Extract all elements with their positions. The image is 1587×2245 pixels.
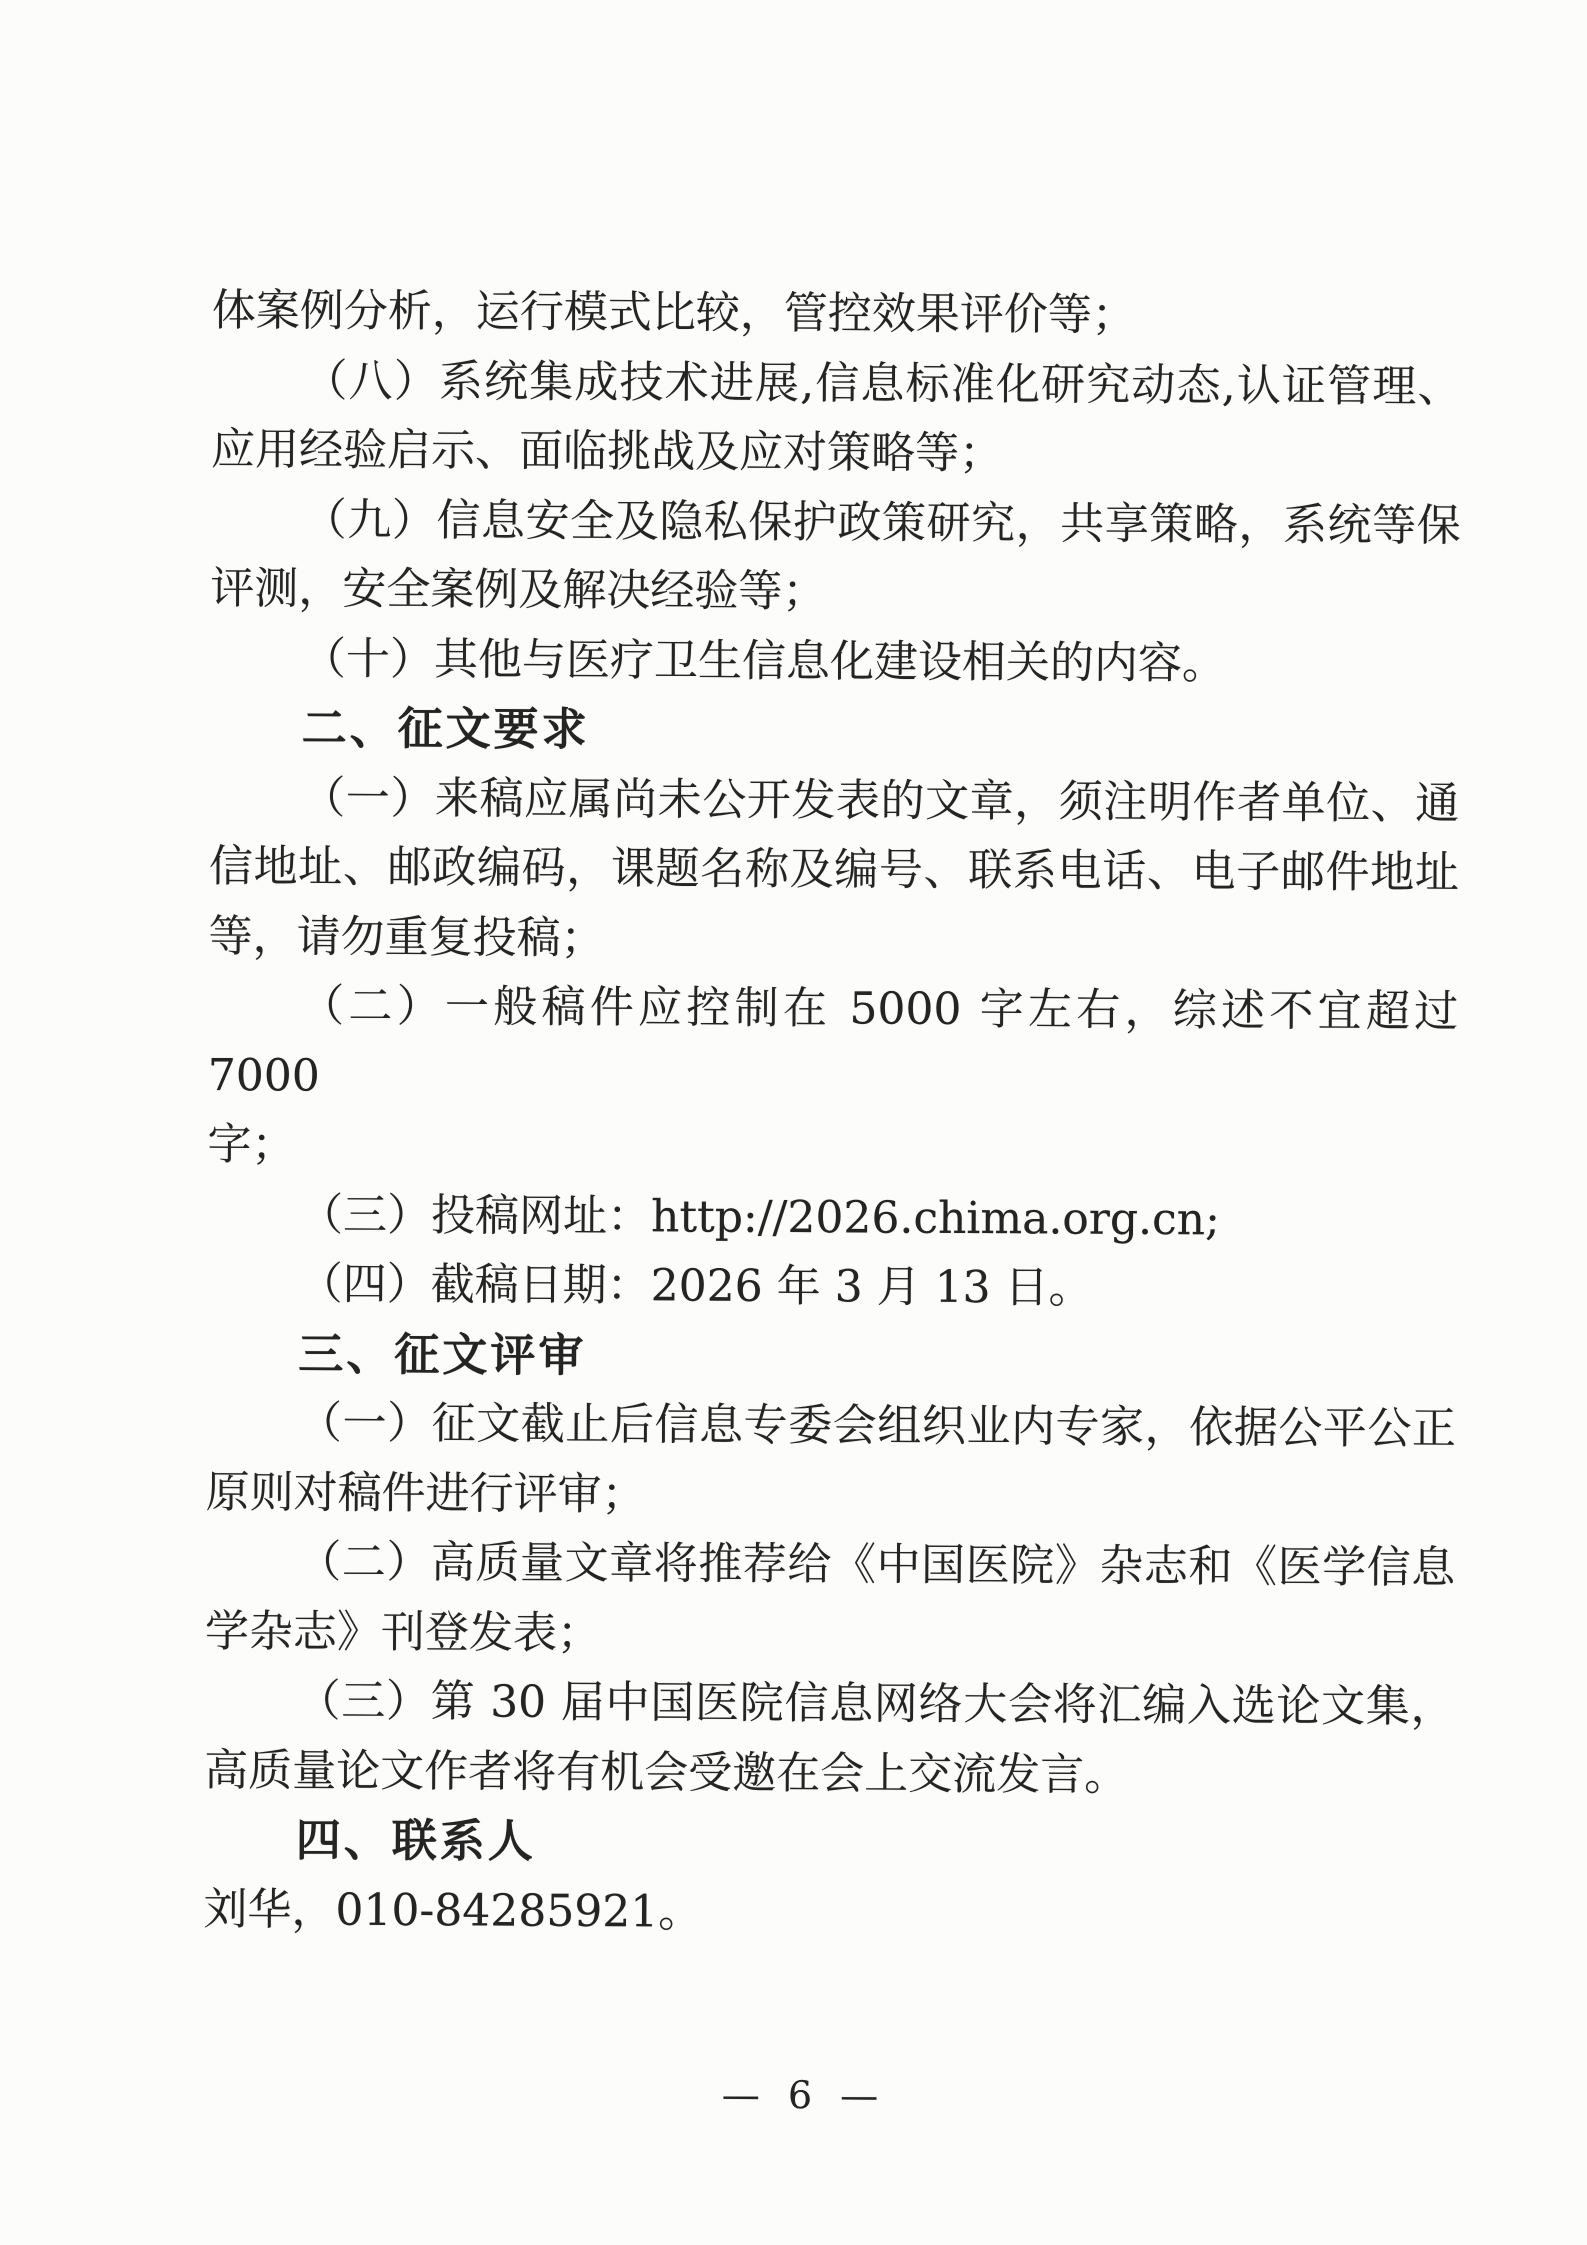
doc-line: 高质量论文作者将有机会受邀在会上交流发言。 xyxy=(204,1744,1129,1801)
doc-line: （二）高质量文章将推荐给《中国医院》杂志和《医学信息 xyxy=(297,1536,1456,1594)
doc-line: （九）信息安全及隐私保护政策研究，共享策略，系统等保 xyxy=(302,493,1461,552)
doc-line-submission-url: （三）投稿网址：http://2026.chima.org.cn; xyxy=(298,1188,1220,1245)
section-heading-review: 三、征文评审 xyxy=(298,1326,587,1382)
doc-line: （二）一般稿件应控制在 5000 字左右，综述不宜超过 7000 xyxy=(207,980,1459,1102)
doc-line: （一）征文截止后信息专委会组织业内专家，依据公平公正 xyxy=(297,1397,1457,1455)
doc-line: 评测，安全案例及解决经验等； xyxy=(210,562,827,618)
doc-line: （一）来稿应属尚未公开发表的文章，须注明作者单位、通 xyxy=(301,771,1460,830)
doc-line-deadline: （四）截稿日期：2026 年 3 月 13 日。 xyxy=(298,1258,1093,1314)
doc-line: 体案例分析，运行模式比较，管控效果评价等； xyxy=(211,284,1136,341)
page-number: — 6 — xyxy=(721,2072,887,2118)
doc-line: （十）其他与医疗卫生信息化建设相关的内容。 xyxy=(301,632,1227,689)
doc-line: 应用经验启示、面临挑战及应对策略等； xyxy=(210,423,1004,480)
doc-line: 学杂志》刊登发表； xyxy=(204,1605,602,1659)
doc-line-contact-info: 刘华，010-84285921。 xyxy=(203,1883,703,1938)
doc-line: （三）第 30 届中国医院信息网络大会将汇编入选论文集， xyxy=(296,1675,1455,1733)
doc-line: 等，请勿重复投稿； xyxy=(208,910,605,964)
text-block xyxy=(203,276,1462,1951)
doc-line: 原则对稿件进行评审； xyxy=(205,1466,646,1520)
doc-line: （八）系统集成技术进展,信息标准化研究动态,认证管理、 xyxy=(303,354,1462,413)
section-heading-contact: 四、联系人 xyxy=(295,1813,536,1868)
doc-line: 字； xyxy=(207,1118,296,1171)
section-heading-requirements: 二、征文要求 xyxy=(301,701,590,756)
doc-line: 信地址、邮政编码，课题名称及编号、联系电话、电子邮件地址 xyxy=(208,840,1460,899)
